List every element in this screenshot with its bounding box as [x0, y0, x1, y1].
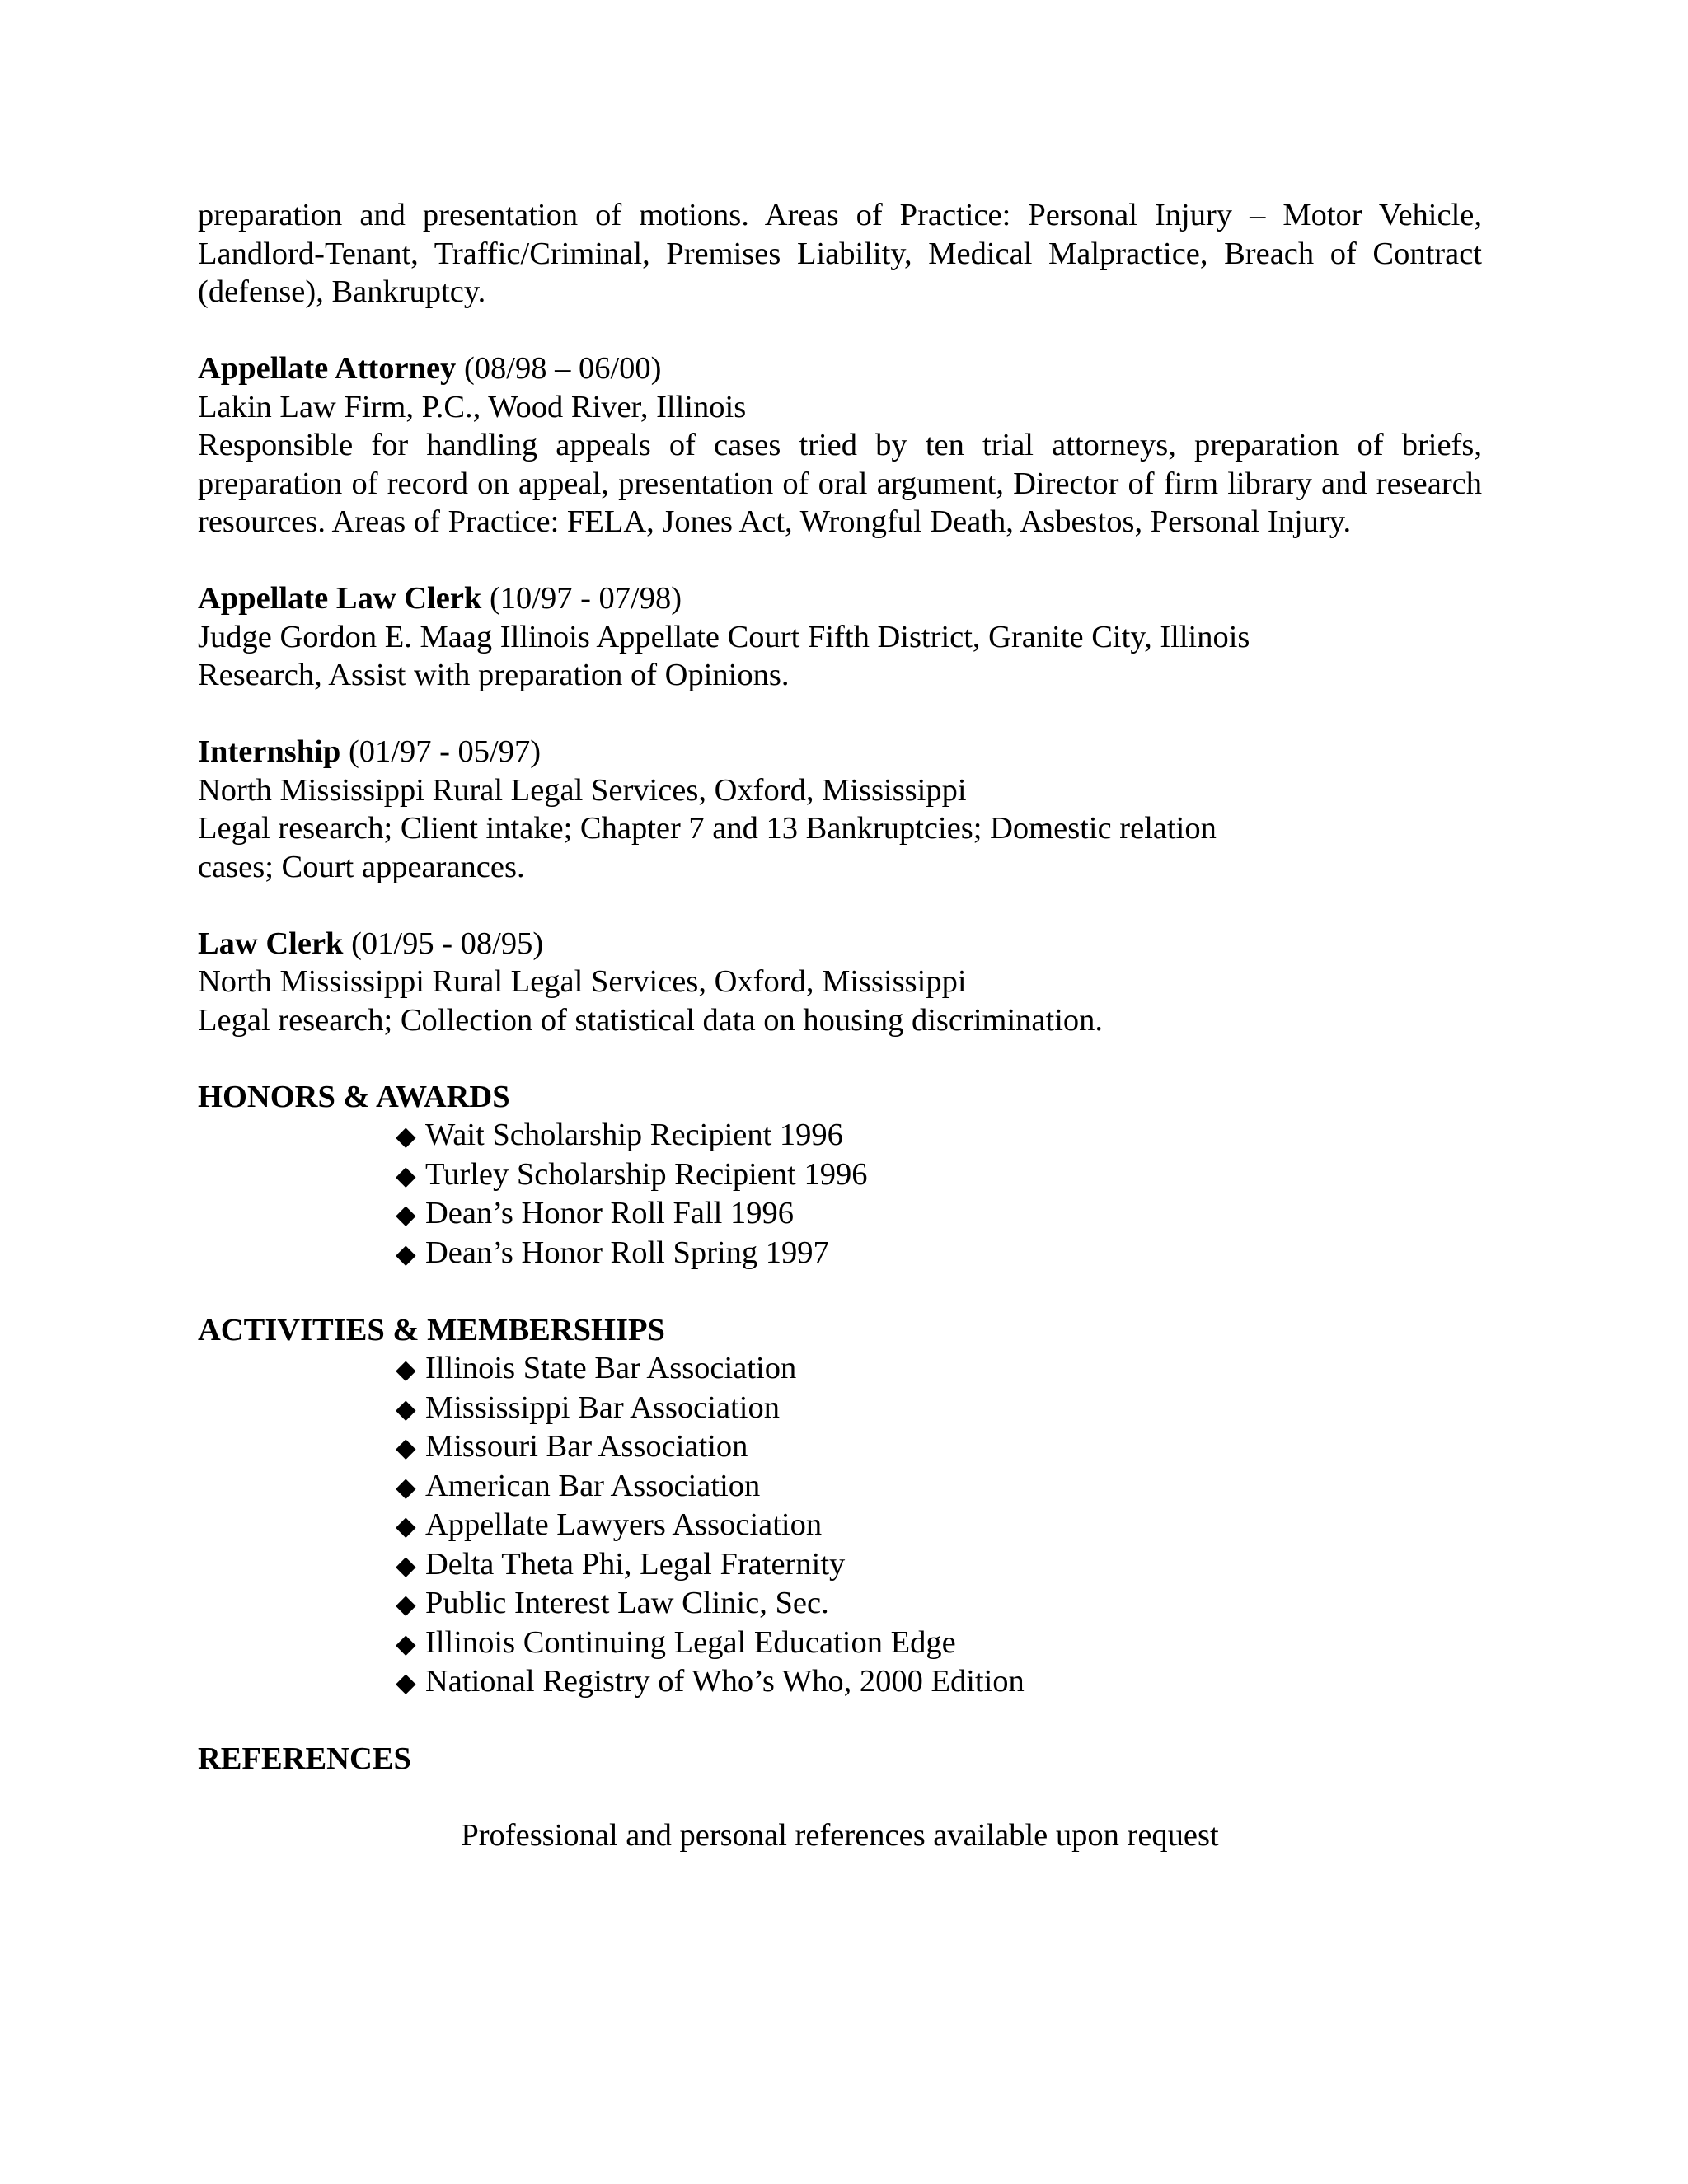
list-item	[396, 1116, 1482, 1155]
job-title: Appellate Attorney	[198, 351, 457, 386]
list-item-text: Dean’s Honor Roll Spring 1997	[425, 1235, 829, 1270]
job-employer: North Mississippi Rural Legal Services, Oxford, Mississippi	[198, 964, 967, 999]
list-item-text: National Registry of Who’s Who, 2000 Edition	[425, 1664, 1025, 1699]
job-description: Responsible for handling appeals of cases tried by ten trial attorneys, preparation of briefs, preparation of record on appeal, presentation of oral argument, Director of firm library and research resources. Areas of Practice: FELA, Jones Act, Wrongful Death, Asbestos, Personal Injury.	[198, 428, 1482, 539]
job-description: Legal research; Collection of statistical data on housing discrimination.	[198, 1002, 1104, 1038]
job-entry-appellate-attorney	[198, 349, 1482, 541]
list-item-text: Dean’s Honor Roll Fall 1996	[425, 1196, 794, 1230]
list-item	[396, 1234, 1482, 1273]
list-item-text: Mississippi Bar Association	[425, 1390, 780, 1425]
list-item-text: American Bar Association	[425, 1468, 761, 1503]
black-diamond-icon: ◆	[396, 1198, 416, 1230]
references-note: Professional and personal references available upon request	[461, 1818, 1219, 1853]
black-diamond-icon: ◆	[396, 1392, 416, 1424]
black-diamond-icon: ◆	[396, 1432, 416, 1463]
job-title: Law Clerk	[198, 926, 344, 961]
job-description: Research, Assist with preparation of Opinions.	[198, 658, 790, 692]
black-diamond-icon: ◆	[396, 1159, 416, 1191]
job-entry-appellate-law-clerk	[198, 579, 1482, 695]
list-item	[396, 1662, 1482, 1702]
black-diamond-icon: ◆	[396, 1470, 416, 1502]
list-item	[396, 1624, 1482, 1663]
job-employer: Lakin Law Firm, P.C., Wood River, Illinois	[198, 389, 747, 424]
job-title: Appellate Law Clerk	[198, 581, 482, 616]
job-dates: (10/97 - 07/98)	[481, 581, 682, 616]
honors-heading: HONORS & AWARDS	[198, 1079, 510, 1114]
job-title: Internship	[198, 734, 341, 769]
activities-list	[198, 1349, 1482, 1702]
list-item	[396, 1467, 1482, 1507]
black-diamond-icon: ◆	[396, 1588, 416, 1619]
black-diamond-icon: ◆	[396, 1353, 416, 1385]
job-employer: North Mississippi Rural Legal Services, Oxford, Mississippi	[198, 772, 967, 808]
list-item-text: Delta Theta Phi, Legal Fraternity	[425, 1546, 846, 1582]
black-diamond-icon: ◆	[396, 1627, 416, 1659]
list-item-text: Turley Scholarship Recipient 1996	[425, 1156, 868, 1192]
list-item	[396, 1545, 1482, 1585]
honors-list	[198, 1116, 1482, 1272]
black-diamond-icon: ◆	[396, 1666, 416, 1698]
list-item	[396, 1155, 1482, 1195]
list-item-text: Wait Scholarship Recipient 1996	[425, 1118, 843, 1152]
list-item	[396, 1506, 1482, 1545]
job-dates: (01/95 - 08/95)	[343, 926, 544, 961]
job-dates: (08/98 – 06/00)	[456, 351, 662, 386]
job-description: cases; Court appearances.	[198, 849, 525, 884]
list-item-text: Public Interest Law Clinic, Sec.	[425, 1586, 829, 1620]
black-diamond-icon: ◆	[396, 1237, 416, 1269]
list-item	[396, 1584, 1482, 1624]
list-item	[396, 1389, 1482, 1428]
job-description: Legal research; Client intake; Chapter 7 and 13 Bankruptcies; Domestic relation	[198, 811, 1217, 846]
black-diamond-icon: ◆	[396, 1510, 416, 1541]
job-entry-internship	[198, 733, 1482, 886]
list-item	[396, 1194, 1482, 1234]
job-dates: (01/97 - 05/97)	[340, 734, 542, 769]
references-heading: REFERENCES	[198, 1741, 411, 1776]
intro-paragraph: preparation and presentation of motions. Areas of Practice: Personal Injury – Motor Vehicle, Landlord-Tenant, Traffic/Criminal, Premises Liability, Medical Malpractice, Breach of Contract (defense), Bankruptcy.	[198, 198, 1482, 309]
list-item	[396, 1427, 1482, 1467]
list-item-text: Illinois Continuing Legal Education Edge	[425, 1624, 956, 1660]
list-item-text: Illinois State Bar Association	[425, 1351, 797, 1385]
list-item-text: Missouri Bar Association	[425, 1429, 748, 1464]
black-diamond-icon: ◆	[396, 1549, 416, 1581]
black-diamond-icon: ◆	[396, 1120, 416, 1151]
job-employer: Judge Gordon E. Maag Illinois Appellate Court Fifth District, Granite City, Illinois	[198, 619, 1250, 654]
list-item-text: Appellate Lawyers Association	[425, 1507, 823, 1542]
list-item	[396, 1349, 1482, 1389]
job-entry-law-clerk	[198, 925, 1482, 1040]
resume-page	[198, 196, 1482, 1855]
activities-heading: ACTIVITIES & MEMBERSHIPS	[198, 1312, 665, 1347]
